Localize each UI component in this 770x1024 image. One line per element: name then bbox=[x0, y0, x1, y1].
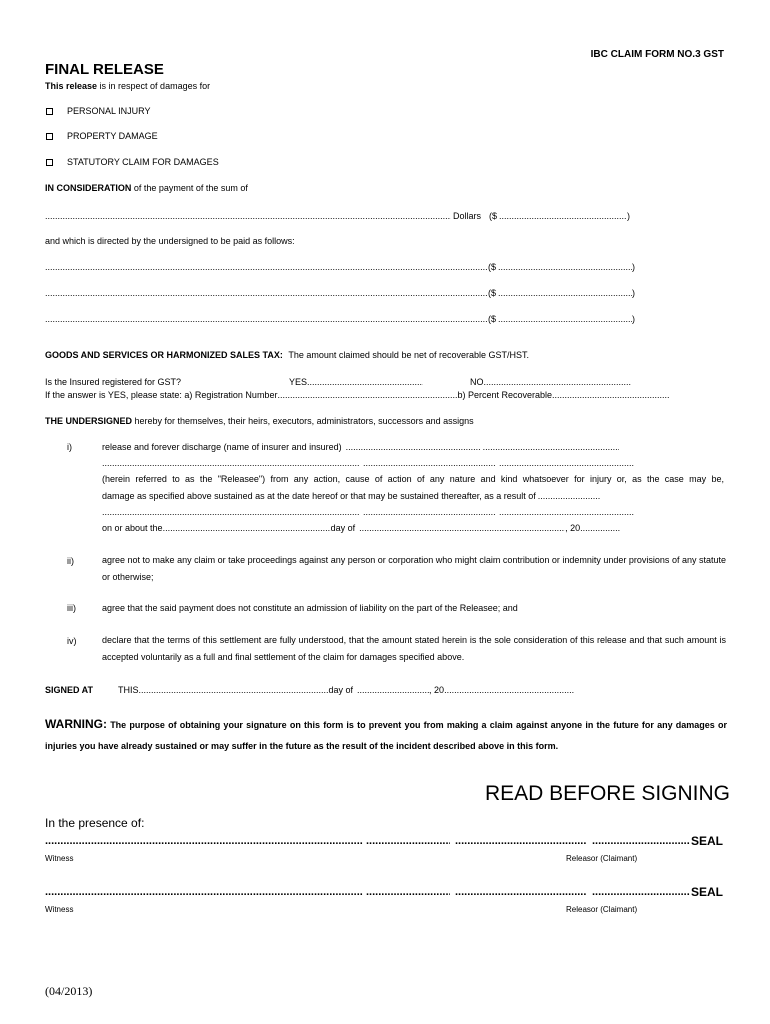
warning-block bbox=[45, 714, 727, 757]
consideration-bold: IN CONSIDERATION bbox=[45, 183, 132, 193]
clause-iii-numeral: iii) bbox=[67, 603, 76, 613]
checkbox-property-damage[interactable] bbox=[46, 133, 53, 140]
payment-line-2 bbox=[45, 288, 637, 298]
incident-continued-field-3[interactable] bbox=[499, 507, 634, 517]
witness-label-2: Witness bbox=[45, 905, 74, 914]
on-about-label: on or about the bbox=[102, 523, 163, 533]
gst-no-label: NO bbox=[470, 377, 484, 387]
consideration-text bbox=[45, 183, 248, 193]
payment-close-1: ) bbox=[632, 262, 636, 272]
clause-i-numeral: i) bbox=[67, 442, 72, 452]
undersigned-rest: hereby for themselves, their heirs, executors, administrators, successors and assigns bbox=[132, 416, 474, 426]
witness-signature-field-2[interactable] bbox=[45, 885, 363, 899]
releasor-signature-field-1[interactable] bbox=[455, 834, 587, 848]
incident-day-field[interactable] bbox=[163, 523, 331, 533]
signed-at-label: SIGNED AT bbox=[45, 685, 94, 695]
gst-no bbox=[470, 377, 631, 387]
gst-yes-label: YES bbox=[289, 377, 308, 387]
label-statutory-claim: STATUTORY CLAIM FOR DAMAGES bbox=[67, 157, 219, 167]
signed-year-label: , 20 bbox=[429, 685, 445, 695]
signed-year-field[interactable] bbox=[444, 685, 574, 695]
payment-open-3: ($ bbox=[488, 314, 497, 324]
clause-iv-text: declare that the terms of this settlement are fully understood, that the amount stated herein is the sole consideration of this release and that such amount is accepted voluntarily as a full and final settlement of the claim for damages specified above. bbox=[102, 635, 726, 662]
consideration-rest: of the payment of the sum of bbox=[131, 183, 248, 193]
clause-i-line-5 bbox=[102, 507, 634, 517]
names-continued-field-2[interactable] bbox=[363, 458, 496, 468]
payment-line-3 bbox=[45, 314, 637, 324]
percent-recoverable-field[interactable] bbox=[552, 390, 670, 400]
year-label: , 20 bbox=[565, 523, 581, 533]
clause-i-line-3: (herein referred to as the "Releasee") from any action, cause of action of any nature and kind whatsoever for injury or, as the case may be, bbox=[102, 474, 724, 484]
undersigned-bold: THE UNDERSIGNED bbox=[45, 416, 133, 426]
gst-yes-field[interactable] bbox=[307, 377, 423, 387]
incident-cause-field[interactable] bbox=[538, 491, 600, 501]
presence-label: In the presence of: bbox=[45, 816, 145, 830]
gst-if-yes: If the answer is YES, please state: a) Registration Number bbox=[45, 390, 278, 400]
gst-question: Is the Insured registered for GST? bbox=[45, 377, 182, 387]
payment-amount-field-2[interactable] bbox=[498, 288, 632, 298]
clause-i-release-text: release and forever discharge (name of insurer and insured) bbox=[102, 442, 342, 452]
dollars-label: Dollars bbox=[453, 211, 482, 221]
day-of-label: day of bbox=[330, 523, 356, 533]
amount-words-field[interactable] bbox=[45, 211, 451, 221]
payment-amount-field-1[interactable] bbox=[498, 262, 632, 272]
signed-place-field[interactable] bbox=[139, 685, 329, 695]
footer-date: (04/2013) bbox=[45, 984, 93, 998]
clause-ii-numeral: ii) bbox=[67, 556, 74, 566]
percent-label: b) Percent Recoverable bbox=[457, 390, 553, 400]
releasor-signature-field-2[interactable] bbox=[455, 885, 587, 899]
payment-open-1: ($ bbox=[488, 262, 497, 272]
signed-this-label: THIS bbox=[118, 685, 139, 695]
warning-label: WARNING: bbox=[45, 717, 107, 731]
registration-number-field[interactable] bbox=[277, 390, 457, 400]
clause-i-line-6 bbox=[102, 523, 634, 533]
gst-bold: GOODS AND SERVICES OR HARMONIZED SALES TAX: bbox=[45, 350, 283, 360]
signed-day-of-label: day of bbox=[328, 685, 354, 695]
intro-bold: This release bbox=[45, 81, 98, 91]
amount-line bbox=[45, 211, 637, 221]
witness-name-field-2[interactable] bbox=[366, 885, 450, 899]
payment-open-2: ($ bbox=[488, 288, 497, 298]
clause-iii-text: agree that the said payment does not constitute an admission of liability on the part of the Releasee; and bbox=[102, 603, 518, 613]
amount-figures-field[interactable] bbox=[499, 211, 627, 221]
label-personal-injury: PERSONAL INJURY bbox=[67, 106, 151, 116]
signed-line bbox=[118, 685, 598, 695]
page-title: FINAL RELEASE bbox=[45, 61, 164, 78]
clause-i-line-2 bbox=[102, 458, 634, 468]
releasor-label-1: Releasor (Claimant) bbox=[566, 854, 638, 863]
payee-field-2[interactable] bbox=[45, 288, 488, 298]
gst-heading bbox=[45, 350, 529, 360]
gst-no-field[interactable] bbox=[484, 377, 631, 387]
incident-year-field[interactable] bbox=[580, 523, 620, 533]
incident-continued-field-2[interactable] bbox=[363, 507, 496, 517]
payment-close-3: ) bbox=[632, 314, 636, 324]
form-number: IBC CLAIM FORM NO.3 GST bbox=[590, 49, 724, 60]
undersigned-text bbox=[45, 416, 474, 426]
checkbox-statutory-claim[interactable] bbox=[46, 159, 53, 166]
payment-amount-field-3[interactable] bbox=[498, 314, 632, 324]
intro-text bbox=[45, 81, 210, 91]
clause-i-line-1 bbox=[102, 442, 634, 452]
insurer-name-field[interactable] bbox=[346, 442, 480, 452]
clause-ii-text: agree not to make any claim or take proceedings against any person or corporation who might claim contribution or indemnity under provisions of any statute or otherwise; bbox=[102, 555, 726, 582]
read-before-signing: READ BEFORE SIGNING bbox=[484, 782, 730, 805]
gst-registration-line bbox=[45, 390, 695, 400]
gst-yes bbox=[289, 377, 423, 387]
releasor-label-2: Releasor (Claimant) bbox=[566, 905, 638, 914]
releasor-name-field-1[interactable] bbox=[592, 834, 690, 848]
payment-close-2: ) bbox=[632, 288, 636, 298]
clause-iv-numeral: iv) bbox=[67, 636, 77, 646]
gst-rest: The amount claimed should be net of recoverable GST/HST. bbox=[288, 350, 529, 360]
dollar-close: ) bbox=[627, 211, 631, 221]
clause-i-damage-text: damage as specified above sustained as at the date hereof or that may be sustained thereafter, as a result of bbox=[102, 491, 536, 501]
witness-label-1: Witness bbox=[45, 854, 74, 863]
witness-signature-field-1[interactable] bbox=[45, 834, 363, 848]
names-continued-field-3[interactable] bbox=[499, 458, 634, 468]
checkbox-personal-injury[interactable] bbox=[46, 108, 53, 115]
seal-label-2: SEAL bbox=[691, 885, 724, 899]
witness-name-field-1[interactable] bbox=[366, 834, 450, 848]
warning-text: The purpose of obtaining your signature on this form is to prevent you from making a claim against anyone in the future for any damages or injuries you have already sustained or may suffer in the future as the result of the incident described above in this form. bbox=[45, 720, 727, 751]
clause-i-line-4 bbox=[102, 491, 634, 501]
signed-month-field[interactable] bbox=[357, 685, 429, 695]
releasor-name-field-2[interactable] bbox=[592, 885, 690, 899]
intro-rest: is in respect of damages for bbox=[97, 81, 211, 91]
incident-continued-field-1[interactable] bbox=[102, 507, 359, 517]
payee-field-3[interactable] bbox=[45, 314, 488, 324]
payment-line-1 bbox=[45, 262, 637, 272]
directed-text: and which is directed by the undersigned to be paid as follows: bbox=[45, 236, 295, 246]
dollar-open: ($ bbox=[489, 211, 498, 221]
insured-name-field[interactable] bbox=[483, 442, 619, 452]
names-continued-field-1[interactable] bbox=[102, 458, 359, 468]
payee-field-1[interactable] bbox=[45, 262, 488, 272]
incident-month-field[interactable] bbox=[359, 523, 565, 533]
seal-label-1: SEAL bbox=[691, 834, 724, 848]
label-property-damage: PROPERTY DAMAGE bbox=[67, 131, 158, 141]
